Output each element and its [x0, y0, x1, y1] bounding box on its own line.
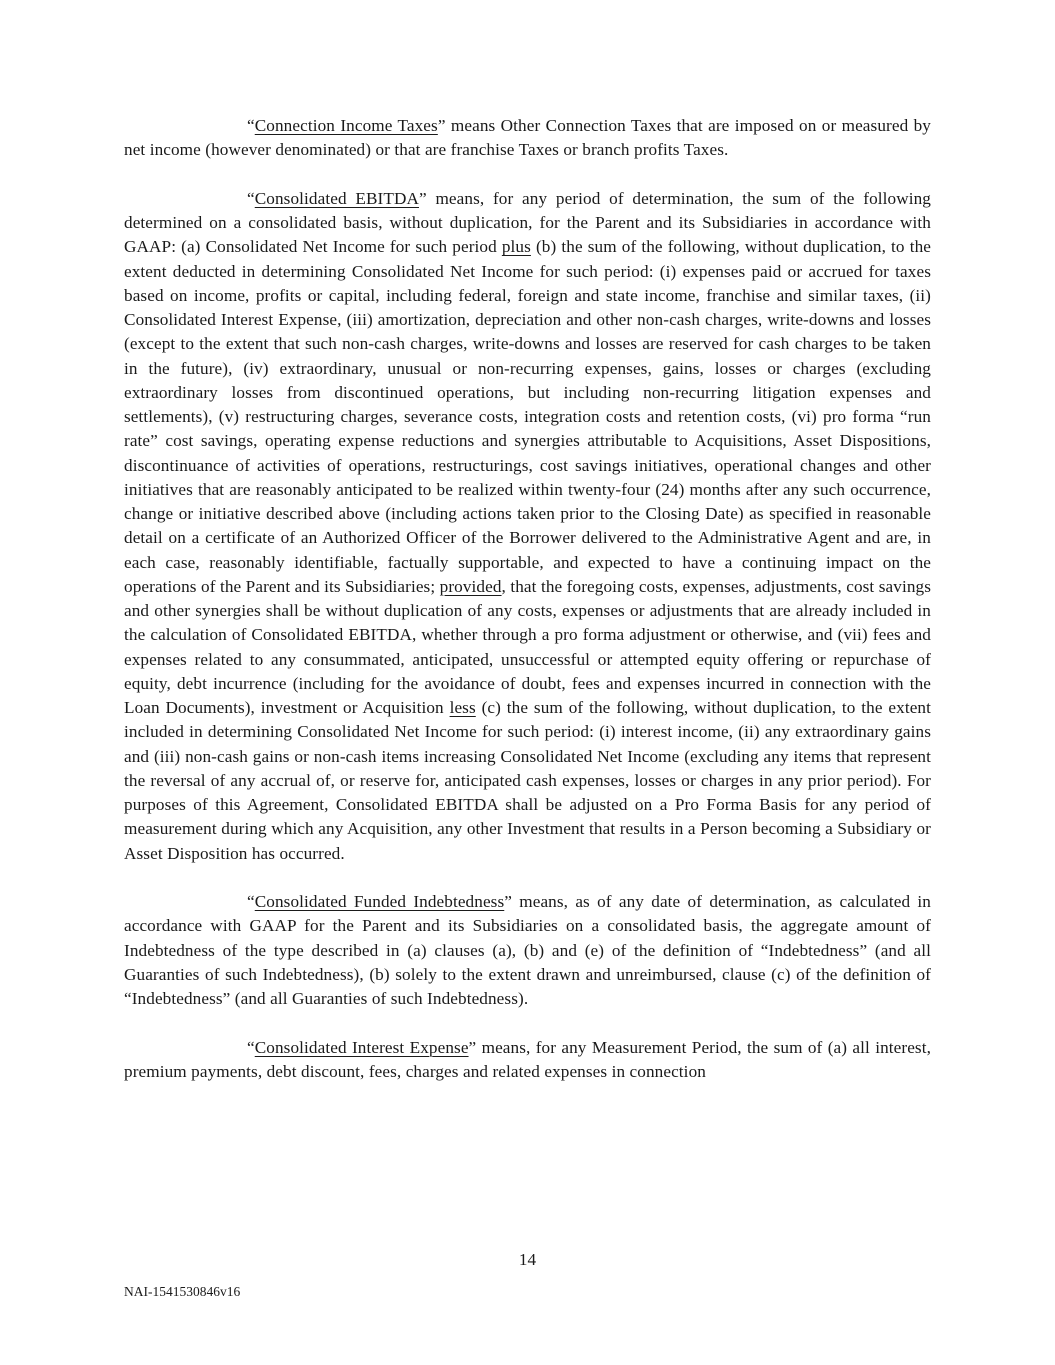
underlined-word-less: less [449, 698, 476, 717]
paragraph-connection-income-taxes [124, 114, 931, 163]
defined-term: Consolidated Funded Indebtedness [254, 892, 505, 911]
text-segment: ” means, for any Measurement Period, the sum of (a) all interest, premium payments, debt discount, fees, charges and related expenses in connection [124, 1037, 931, 1081]
text-segment: (c) the sum of the following, without duplication, to the extent included in determining Consolidated Net Income for such period: (i) interest income, (ii) any extraordinary gains and (iii) non-cash gains or non-cash items increasing Consolidated Net Income (excluding any items that represent the reversal of any accrual of, or reserve for, anticipated cash expenses, losses or charges in any prior period). For purposes of this Agreement, Consolidated EBITDA shall be adjusted on a Pro Forma Basis for any period of measurement during which any Acquisition, any other Investment that results in a Person becoming a Subsidiary or Asset Disposition has occurred. [124, 698, 931, 863]
underlined-word-provided: provided [439, 576, 502, 596]
quote-mark: “ [247, 1037, 255, 1057]
quote-mark: “ [247, 188, 255, 208]
quote-mark: “ [247, 116, 255, 135]
defined-term: Connection Income Taxes [254, 116, 438, 135]
text-segment: ” means Other Connection Taxes that are imposed on or measured by net income (however denominated) or that are franchise Taxes or branch profits Taxes. [124, 116, 931, 160]
text-segment: ” means, for any period of determination, the sum of the following determined on a consolidated basis, without duplication, for the Parent and its Subsidiaries in accordance with GAAP: (a) Consolidated Net Income for such period [124, 188, 931, 257]
document-body [124, 114, 931, 1084]
text-segment: ” means, as of any date of determination, as calculated in accordance with GAAP for the Parent and its Subsidiaries on a consolidated basis, the aggregate amount of Indebtedness of the type described in (a) clauses (a), (b) and (e) of the definition of “Indebtedness” (and all Guaranties of such Indebtedness), (b) solely to the extent drawn and unreimbursed, clause (c) of the definition of “Indebtedness” (and all Guaranties of such Indebtedness). [124, 892, 932, 1008]
defined-term: Consolidated EBITDA [254, 188, 419, 208]
page-number: 14 [518, 1250, 537, 1269]
paragraph-consolidated-interest-expense [124, 1036, 931, 1085]
defined-term: Consolidated Interest Expense [254, 1037, 469, 1057]
text-segment: , that the foregoing costs, expenses, adjustments, cost savings and other synergies shall be without duplication of any costs, expenses or adjustments that are already included in the calculation of Consolidated EBITDA, whether through a pro forma adjustment or otherwise, and (vii) fees and expenses related to any consummated, anticipated, unsuccessful or attempted equity offering or repurchase of equity, debt incurrence (including for the avoidance of doubt, fees and expenses incurred in connection with the Loan Documents), investment or Acquisition [124, 576, 931, 717]
text-segment: (b) the sum of the following, without duplication, to the extent deducted in determining Consolidated Net Income for such period: (i) expenses paid or accrued for taxes based on income, profits or capital, including federal, foreign and state income, franchise and similar taxes, (ii) Consolidated Interest Expense, (iii) amortization, depreciation and other non-cash charges, write-downs and losses (except to the extent that such non-cash charges, write-downs and losses are reserved for cash charges to be taken in the future), (iv) extraordinary, unusual or non-recurring expenses, gains, losses or charges (excluding extraordinary losses from discontinued operations, but including non-recurring litigation expenses and settlements), (v) restructuring charges, severance costs, integration costs and retention costs, (vi) pro forma “run rate” cost savings, operating expense reductions and synergies attributable to Acquisitions, Asset Dispositions, discontinuance of activities of operations, restructurings, cost savings initiatives, operational changes and other initiatives that are reasonably anticipated to be realized within twenty-four (24) months after any such occurrence, change or initiative described above (including actions taken prior to the Closing Date) as specified in reasonable detail on a certificate of an Authorized Officer of the Borrower delivered to the Administrative Agent and are, in each case, reasonably identifiable, factually supportable, and expected to have a continuing impact on the operations of the Parent and its Subsidiaries; [124, 237, 931, 596]
paragraph-consolidated-funded-indebtedness [124, 890, 931, 1011]
paragraph-consolidated-ebitda [124, 187, 931, 866]
document-control-number: NAI-1541530846v16 [124, 1284, 241, 1299]
quote-mark: “ [247, 892, 255, 911]
underlined-word-plus: plus [501, 237, 531, 257]
